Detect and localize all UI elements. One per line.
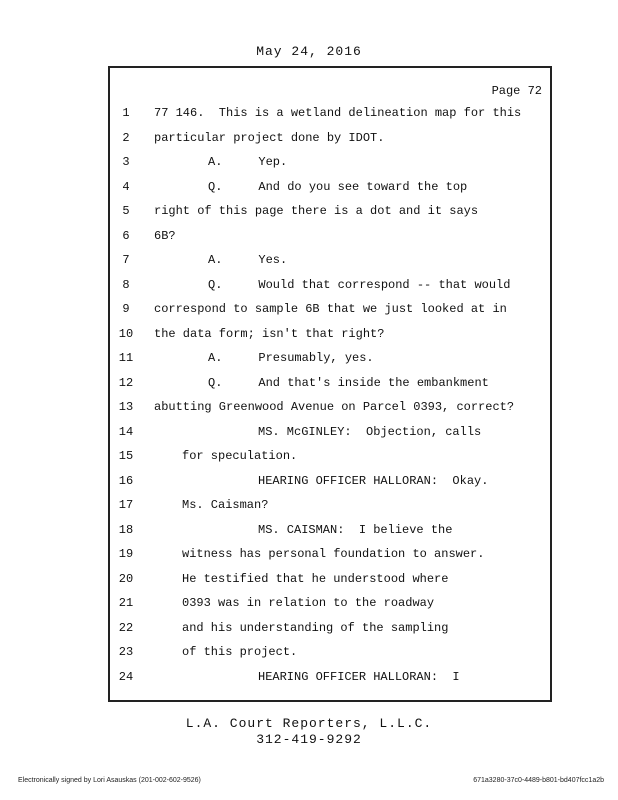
line-number: 7: [122, 253, 130, 267]
transcript-line: [110, 523, 550, 543]
line-number: 6: [122, 228, 130, 243]
line-text: 6B?: [154, 228, 176, 243]
transcript-line: [110, 670, 550, 690]
transcript-line: [110, 596, 550, 616]
transcript-line: [110, 547, 550, 567]
line-text: HEARING OFFICER HALLORAN: Okay.: [258, 473, 489, 488]
line-number: 9: [122, 302, 130, 316]
transcript-line: [110, 621, 550, 641]
line-text: for speculation.: [182, 449, 298, 463]
line-number: 17: [118, 498, 134, 512]
header-date: May 24, 2016: [256, 44, 362, 59]
line-number: 15: [118, 449, 134, 463]
document-id: 671a3280-37c0-4489-b801-bd407fcc1a2b: [473, 777, 604, 784]
line-number: 19: [118, 547, 134, 561]
line-text: Q. And that's inside the embankment: [208, 375, 489, 390]
transcript-line: [110, 376, 550, 396]
line-text: right of this page there is a dot and it says: [154, 204, 479, 218]
line-text: HEARING OFFICER HALLORAN: I: [258, 669, 460, 684]
transcript-line: [110, 253, 550, 273]
line-text: Ms. Caisman?: [182, 498, 269, 512]
line-number: 14: [118, 424, 134, 439]
line-text: abutting Greenwood Avenue on Parcel 0393, correct?: [154, 400, 515, 414]
electronic-signature-note: Electronically signed by Lori Asauskas (201-002-602-9526): [18, 777, 201, 784]
footer-phone: 312-419-9292: [256, 732, 362, 747]
line-text: He testified that he understood where: [182, 571, 449, 586]
line-text: the data form; isn't that right?: [154, 326, 385, 341]
line-number: 10: [118, 326, 134, 341]
line-number: 3: [122, 155, 130, 169]
line-number: 4: [122, 179, 130, 194]
line-number: 24: [118, 669, 134, 684]
line-number: 23: [118, 645, 134, 659]
line-text: correspond to sample 6B that we just looked at in: [154, 302, 507, 316]
transcript-line: [110, 351, 550, 371]
line-text: witness has personal foundation to answer.: [182, 547, 485, 561]
line-number: 20: [118, 571, 134, 586]
line-text: 77 146. This is a wetland delineation map for this: [154, 106, 522, 120]
transcript-line: [110, 180, 550, 200]
transcript-line: [110, 400, 550, 420]
transcript-line: [110, 645, 550, 665]
line-number: 5: [122, 204, 130, 218]
transcript-line: [110, 302, 550, 322]
line-text: A. Yep.: [208, 155, 288, 169]
page-number: Page 72: [491, 84, 542, 98]
transcript-line: [110, 131, 550, 151]
line-number: 12: [118, 375, 134, 390]
transcript-page-frame: [108, 66, 552, 702]
line-text: particular project done by IDOT.: [154, 130, 385, 145]
transcript-line: [110, 106, 550, 126]
line-number: 11: [118, 351, 134, 365]
transcript-line: [110, 155, 550, 175]
line-number: 2: [122, 130, 130, 145]
transcript-line: [110, 572, 550, 592]
transcript-line: [110, 204, 550, 224]
line-number: 18: [118, 522, 134, 537]
line-text: 0393 was in relation to the roadway: [182, 596, 435, 610]
line-number: 16: [118, 473, 134, 488]
line-number: 22: [118, 620, 134, 635]
footer-company: L.A. Court Reporters, L.L.C.: [185, 716, 433, 731]
line-text: A. Yes.: [208, 253, 288, 267]
line-number: 8: [122, 277, 130, 292]
line-text: Q. And do you see toward the top: [208, 179, 468, 194]
transcript-line: [110, 498, 550, 518]
transcript-line: [110, 425, 550, 445]
line-text: of this project.: [182, 645, 298, 659]
line-text: MS. CAISMAN: I believe the: [258, 522, 453, 537]
line-text: A. Presumably, yes.: [208, 351, 374, 365]
transcript-line: [110, 278, 550, 298]
transcript-line: [110, 474, 550, 494]
transcript-line: [110, 229, 550, 249]
transcript-line: [110, 327, 550, 347]
line-number: 13: [118, 400, 134, 414]
line-text: Q. Would that correspond -- that would: [208, 277, 511, 292]
line-number: 1: [122, 106, 130, 120]
line-text: and his understanding of the sampling: [182, 620, 449, 635]
line-number: 21: [118, 596, 134, 610]
line-text: MS. McGINLEY: Objection, calls: [258, 424, 482, 439]
transcript-line: [110, 449, 550, 469]
